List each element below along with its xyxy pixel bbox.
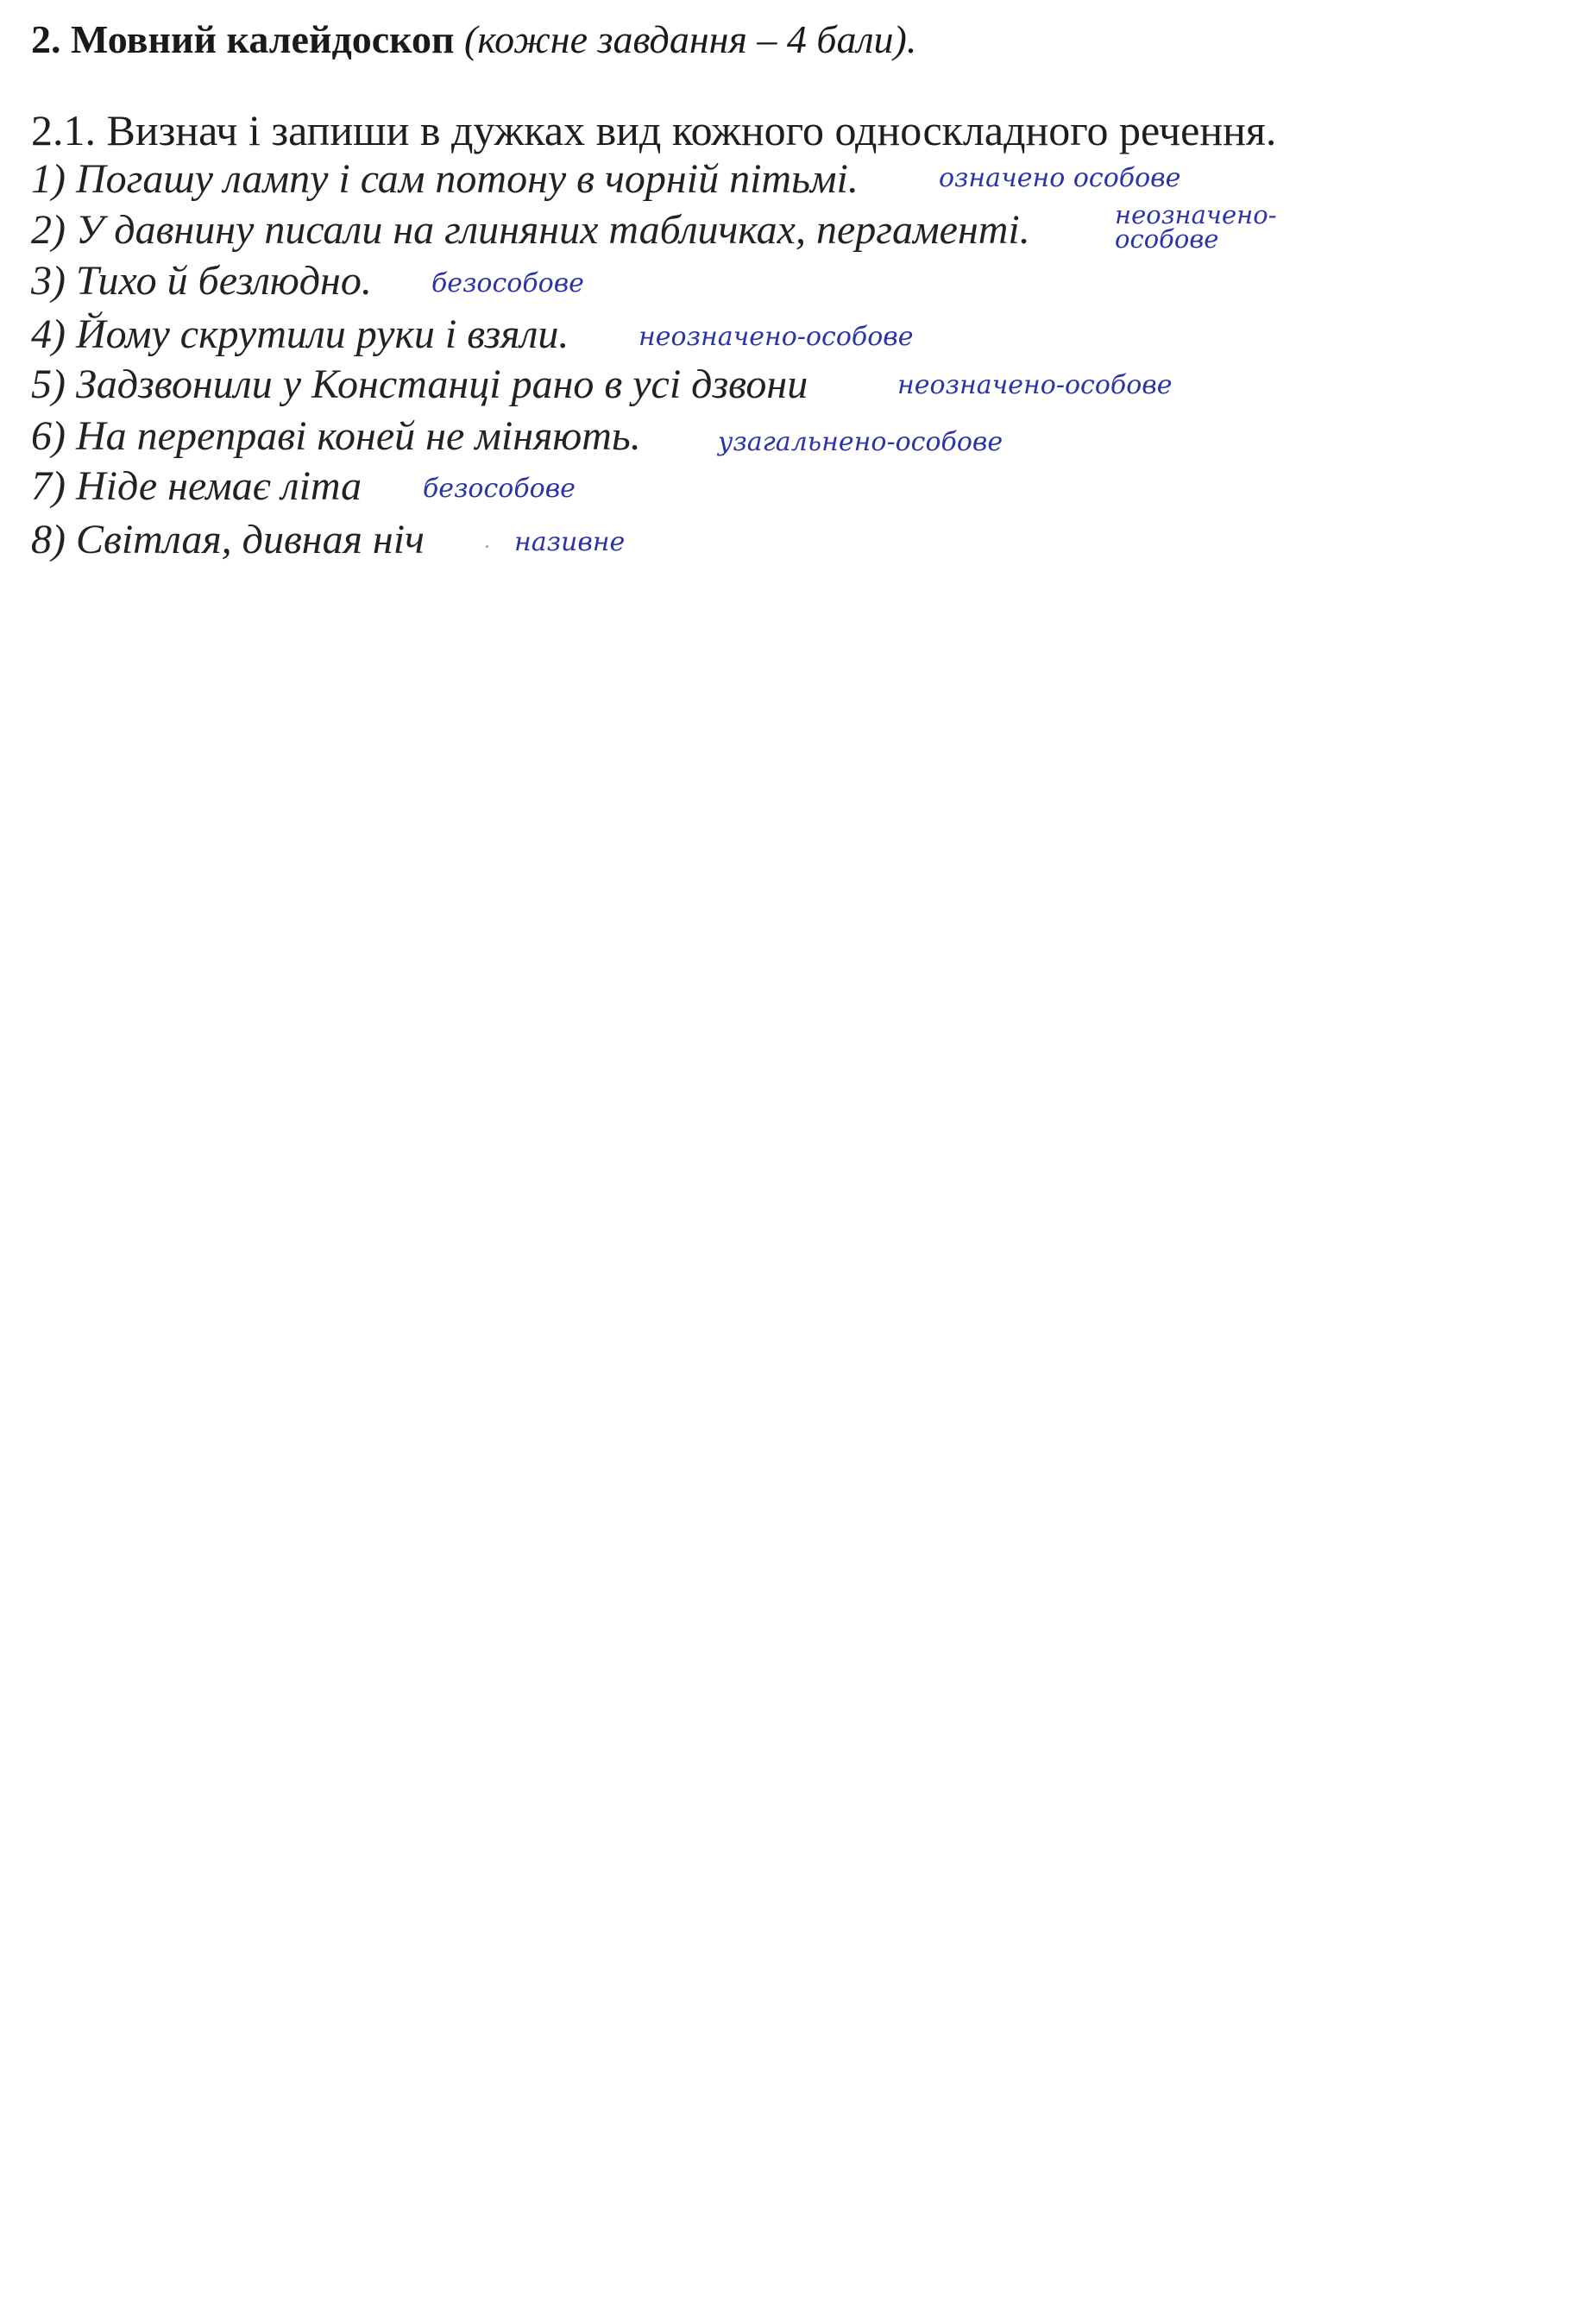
sentence-6: 6) На переправі коней не міняють.	[31, 413, 641, 459]
section-heading	[31, 12, 916, 67]
sentence-8: 8) Світлая, дивная ніч	[31, 517, 425, 562]
task-instruction: 2.1. Визнач і запиши в дужках вид кожного односкладного речення.	[31, 106, 1277, 154]
answer-1: означено особове	[939, 163, 1181, 193]
sentence-4: 4) Йому скрутили руки і взяли.	[31, 311, 569, 357]
answer-3: безособове	[431, 268, 584, 298]
answer-4: неозначено-особове	[639, 322, 914, 352]
answer-2-line-2: особове	[1115, 224, 1219, 254]
answer-2	[1115, 200, 1277, 254]
sentence-7: 7) Ніде немає літа	[31, 463, 362, 509]
sentence-5: 5) Задзвонили у Констанці рано в усі дзвони	[31, 361, 808, 407]
stray-mark	[486, 545, 488, 548]
answer-5: неозначено-особове	[897, 370, 1173, 400]
answer-2-line-1: неозначено-	[1115, 200, 1277, 229]
sentence-1: 1) Погашу лампу і сам потону в чорній пітьмі.	[31, 156, 859, 202]
answer-8: називне	[514, 527, 626, 557]
answer-6: узагальнено-особове	[718, 427, 1003, 457]
sentence-2: 2) У давнину писали на глиняних табличках, пергаменті.	[31, 207, 1030, 253]
section-points-note: (кожне завдання – 4 бали).	[464, 17, 917, 61]
section-title: 2. Мовний калейдоскоп	[31, 17, 455, 61]
sentence-3: 3) Тихо й безлюдно.	[31, 258, 372, 304]
answer-7: безособове	[423, 474, 576, 504]
